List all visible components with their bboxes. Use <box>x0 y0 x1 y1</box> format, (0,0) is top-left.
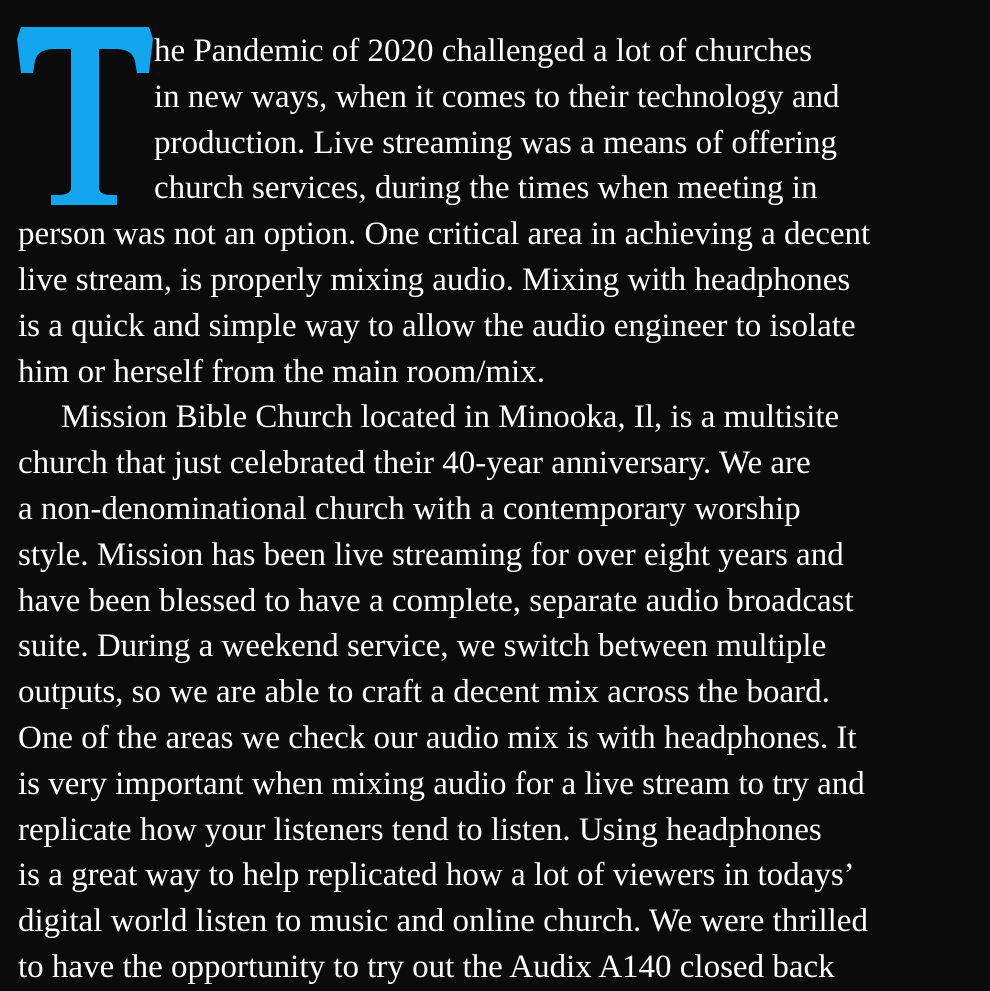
paragraph-1-line-4: church services, during the times when meeting in <box>154 170 818 207</box>
paragraph-1-line-6: live stream, is properly mixing audio. Mixing with headphones <box>18 261 851 298</box>
paragraph-2-line-9: is very important when mixing audio for a live stream to try and <box>18 765 865 802</box>
paragraph-1-line-8: him or herself from the main room/mix. <box>18 353 545 390</box>
paragraph-2-line-13: to have the opportunity to try out the Audix A140 closed back <box>18 948 835 985</box>
paragraph-2-line-10: replicate how your listeners tend to listen. Using headphones <box>18 811 822 848</box>
paragraph-2-line-12: digital world listen to music and online church. We were thrilled <box>18 903 868 940</box>
paragraph-2-line-8: One of the areas we check our audio mix is with headphones. It <box>18 719 857 756</box>
paragraph-2-line-4: style. Mission has been live streaming for over eight years and <box>18 536 844 573</box>
drop-cap <box>17 27 153 207</box>
paragraph-2-line-5: have been blessed to have a complete, separate audio broadcast <box>18 582 854 619</box>
paragraph-1-line-1: he Pandemic of 2020 challenged a lot of churches <box>154 33 812 69</box>
paragraph-2-line-1: Mission Bible Church located in Minooka, Il, is a multisite <box>61 399 840 436</box>
paragraph-2-line-11: is a great way to help replicated how a lot of viewers in todays’ <box>18 857 855 894</box>
paragraph-2-line-2: church that just celebrated their 40-year anniversary. We are <box>18 445 811 482</box>
drop-cap-letter-icon <box>17 27 153 207</box>
paragraph-2-line-3: a non-denominational church with a contemporary worship <box>18 490 801 527</box>
paragraph-1-line-7: is a quick and simple way to allow the audio engineer to isolate <box>18 307 856 344</box>
paragraph-1-line-2: in new ways, when it comes to their technology and <box>154 78 840 115</box>
article-body <box>18 29 980 991</box>
paragraph-2-line-7: outputs, so we are able to craft a decent mix across the board. <box>18 674 830 711</box>
paragraph-1-line-3: production. Live streaming was a means of offering <box>154 124 838 161</box>
paragraph-2-line-6: suite. During a weekend service, we switch between multiple <box>18 628 827 665</box>
paragraph-1-line-5: person was not an option. One critical area in achieving a decent <box>18 216 871 253</box>
